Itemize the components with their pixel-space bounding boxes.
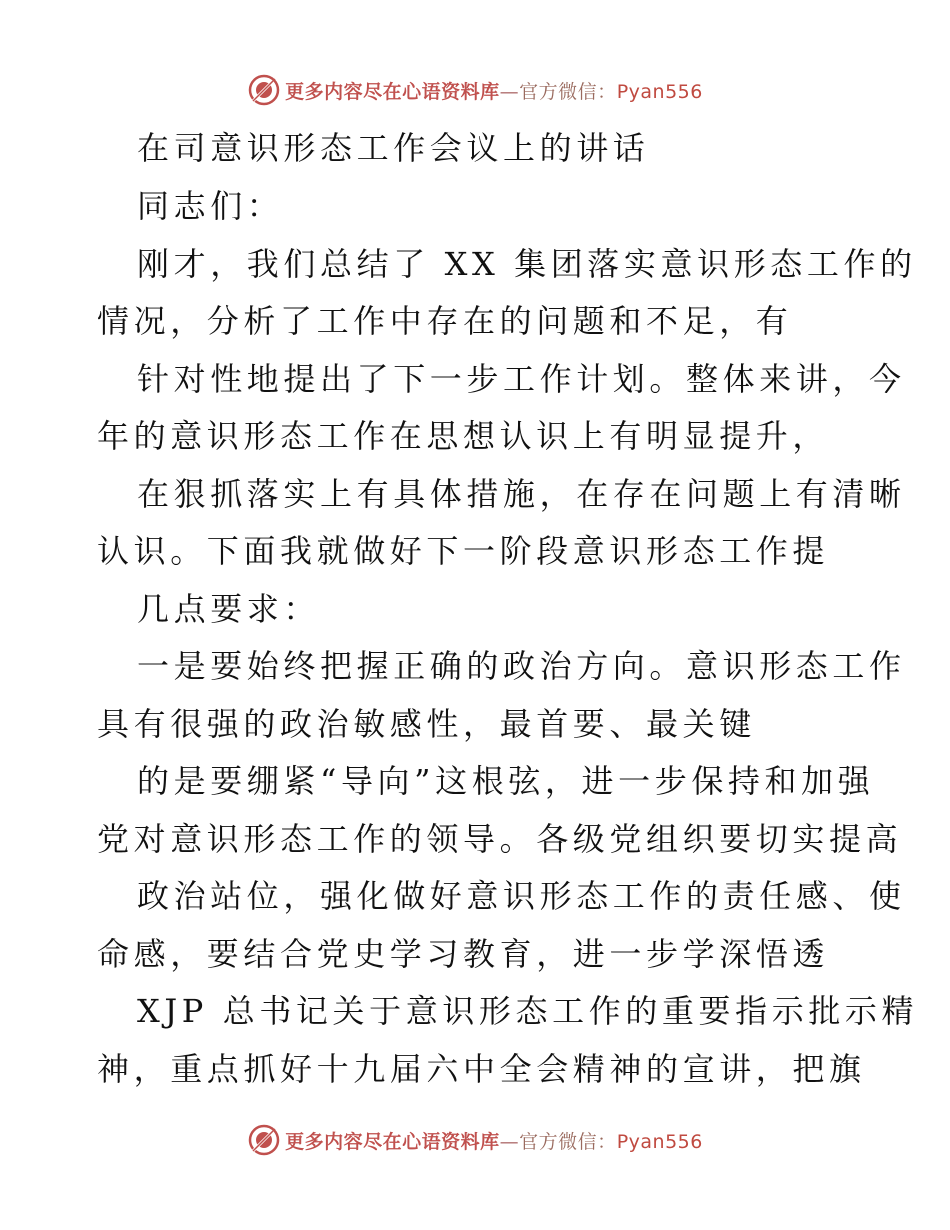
doc-line: 同志们： [137,187,284,225]
footer-watermark [0,1120,950,1160]
doc-line: 党对意识形态工作的领导。各级党组织要切实提高 [97,820,903,858]
doc-line: 具有很强的政治敏感性，最首要、最关键 [97,705,756,743]
doc-title: 在司意识形态工作会议上的讲话 [137,129,650,167]
doc-line: 情况，分析了工作中存在的问题和不足，有 [97,302,793,340]
doc-line: 一是要始终把握正确的政治方向。意识形态工作 [137,647,906,685]
doc-line: 的是要绷紧“导向”这根弦，进一步保持和加强 [137,762,875,800]
watermark-dash: — [499,1130,520,1153]
doc-line: XJP 总书记关于意识形态工作的重要指示批示精 [137,992,919,1030]
watermark-sub: 官方微信： [519,80,617,103]
doc-line: 几点要求： [137,590,321,628]
doc-line: 针对性地提出了下一步工作计划。整体来讲，今 [137,360,906,398]
doc-line: 神，重点抓好十九届六中全会精神的宣讲，把旗 [97,1050,866,1088]
watermark-handle: Pyan556 [616,1130,703,1153]
watermark-sub: 官方微信： [519,1130,617,1153]
watermark-main: 更多内容尽在心语资料库 [285,1130,500,1153]
watermark-dash: — [499,80,520,103]
watermark-main: 更多内容尽在心语资料库 [285,80,500,103]
doc-line: 年的意识形态工作在思想认识上有明显提升， [97,417,830,455]
watermark-text [285,1127,703,1154]
doc-line: 认识。下面我就做好下一阶段意识形态工作提 [97,532,830,570]
quill-logo-icon [247,1123,281,1157]
doc-line: 在狠抓落实上有具体措施，在存在问题上有清晰 [137,475,906,513]
doc-line: 刚才，我们总结了 XX 集团落实意识形态工作的 [137,245,917,283]
doc-line: 命感，要结合党史学习教育，进一步学深悟透 [97,935,830,973]
watermark-handle: Pyan556 [616,80,703,103]
doc-line: 政治站位，强化做好意识形态工作的责任感、使 [137,877,906,915]
